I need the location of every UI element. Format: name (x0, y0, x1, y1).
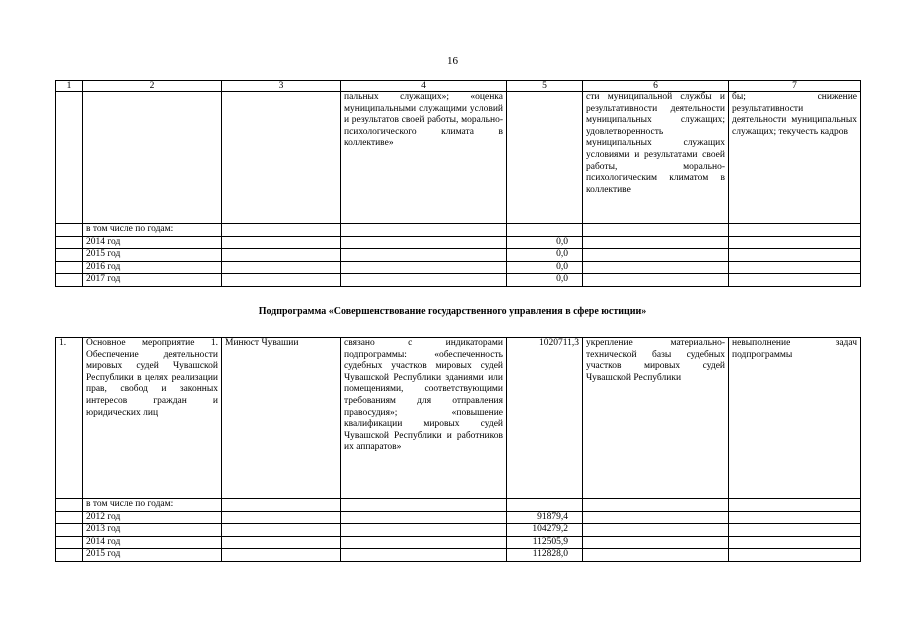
col-header: 2 (83, 81, 222, 92)
amount-cell: 1020711,3 (507, 338, 583, 499)
year-amount: 0,0 (507, 261, 583, 274)
col-header: 3 (222, 81, 341, 92)
col-header: 6 (583, 81, 729, 92)
year-label: 2012 год (83, 511, 222, 524)
consequence-cell: бы; снижение результативности деятельности муниципальных служащих; текучесть кадров (729, 92, 861, 224)
indicators-cell: пальных служащих»; «оценка муниципальными служащими условий и результатов своей работы, морально-психологического климата в коллективе» (341, 92, 507, 224)
year-row (56, 236, 861, 249)
consequence-cell: невыполнение задач подпрограммы (729, 338, 861, 499)
subprogram-title: Подпрограмма «Совершенствование государственного управления в сфере юстиции» (258, 306, 647, 317)
year-label: 2015 год (83, 549, 222, 562)
year-amount: 104279,2 (507, 524, 583, 537)
col-header: 4 (341, 81, 507, 92)
event-cell: Основное мероприятие 1. Обеспечение деятельности мировых судей Чувашской Республики в целях реализации прав, свобод и законных интересов граждан и юридических лиц (83, 338, 222, 499)
year-row (56, 261, 861, 274)
page-number: 16 (447, 55, 458, 67)
executor-cell: Минюст Чувашии (222, 338, 341, 499)
year-row (56, 249, 861, 262)
year-row (56, 536, 861, 549)
years-label-row (56, 224, 861, 237)
year-label: 2017 год (83, 274, 222, 287)
year-label: 2016 год (83, 261, 222, 274)
year-amount: 91879,4 (507, 511, 583, 524)
year-label: 2015 год (83, 249, 222, 262)
year-amount: 112505,9 (507, 536, 583, 549)
column-number-row (56, 81, 861, 92)
years-label: в том числе по годам: (83, 224, 222, 237)
year-amount: 112828,0 (507, 549, 583, 562)
year-label: 2014 год (83, 236, 222, 249)
main-event-row (56, 338, 861, 499)
years-label: в том числе по годам: (83, 499, 222, 512)
year-row (56, 511, 861, 524)
year-row (56, 524, 861, 537)
result-cell: сти муниципальной службы и результативности деятельности муниципальных служащих; удовлетворенность муниципальных служащих условиями и результатами своей работы, морально-психологическим климатом в коллективе (583, 92, 729, 224)
col-header: 5 (507, 81, 583, 92)
subprogram-table (55, 337, 861, 562)
year-amount: 0,0 (507, 236, 583, 249)
year-label: 2014 год (83, 536, 222, 549)
row-number: 1. (56, 338, 83, 499)
indicators-cell: связано с индикаторами подпрограммы: «обеспеченность судебных участков мировых судей Чувашской Республики зданиями или помещениями, соответствующими требованиям для отправления правосудия»; «повышение квалификации мировых судей Чувашской Республики и работников их аппаратов» (341, 338, 507, 499)
year-amount: 0,0 (507, 274, 583, 287)
col-header: 7 (729, 81, 861, 92)
year-amount: 0,0 (507, 249, 583, 262)
year-label: 2013 год (83, 524, 222, 537)
continuation-table (55, 80, 861, 287)
col-header: 1 (56, 81, 83, 92)
years-label-row (56, 499, 861, 512)
continuation-row (56, 92, 861, 224)
year-row (56, 549, 861, 562)
result-cell: укрепление материально-технической базы судебных участков мировых судей Чувашской Республики (583, 338, 729, 499)
year-row (56, 274, 861, 287)
